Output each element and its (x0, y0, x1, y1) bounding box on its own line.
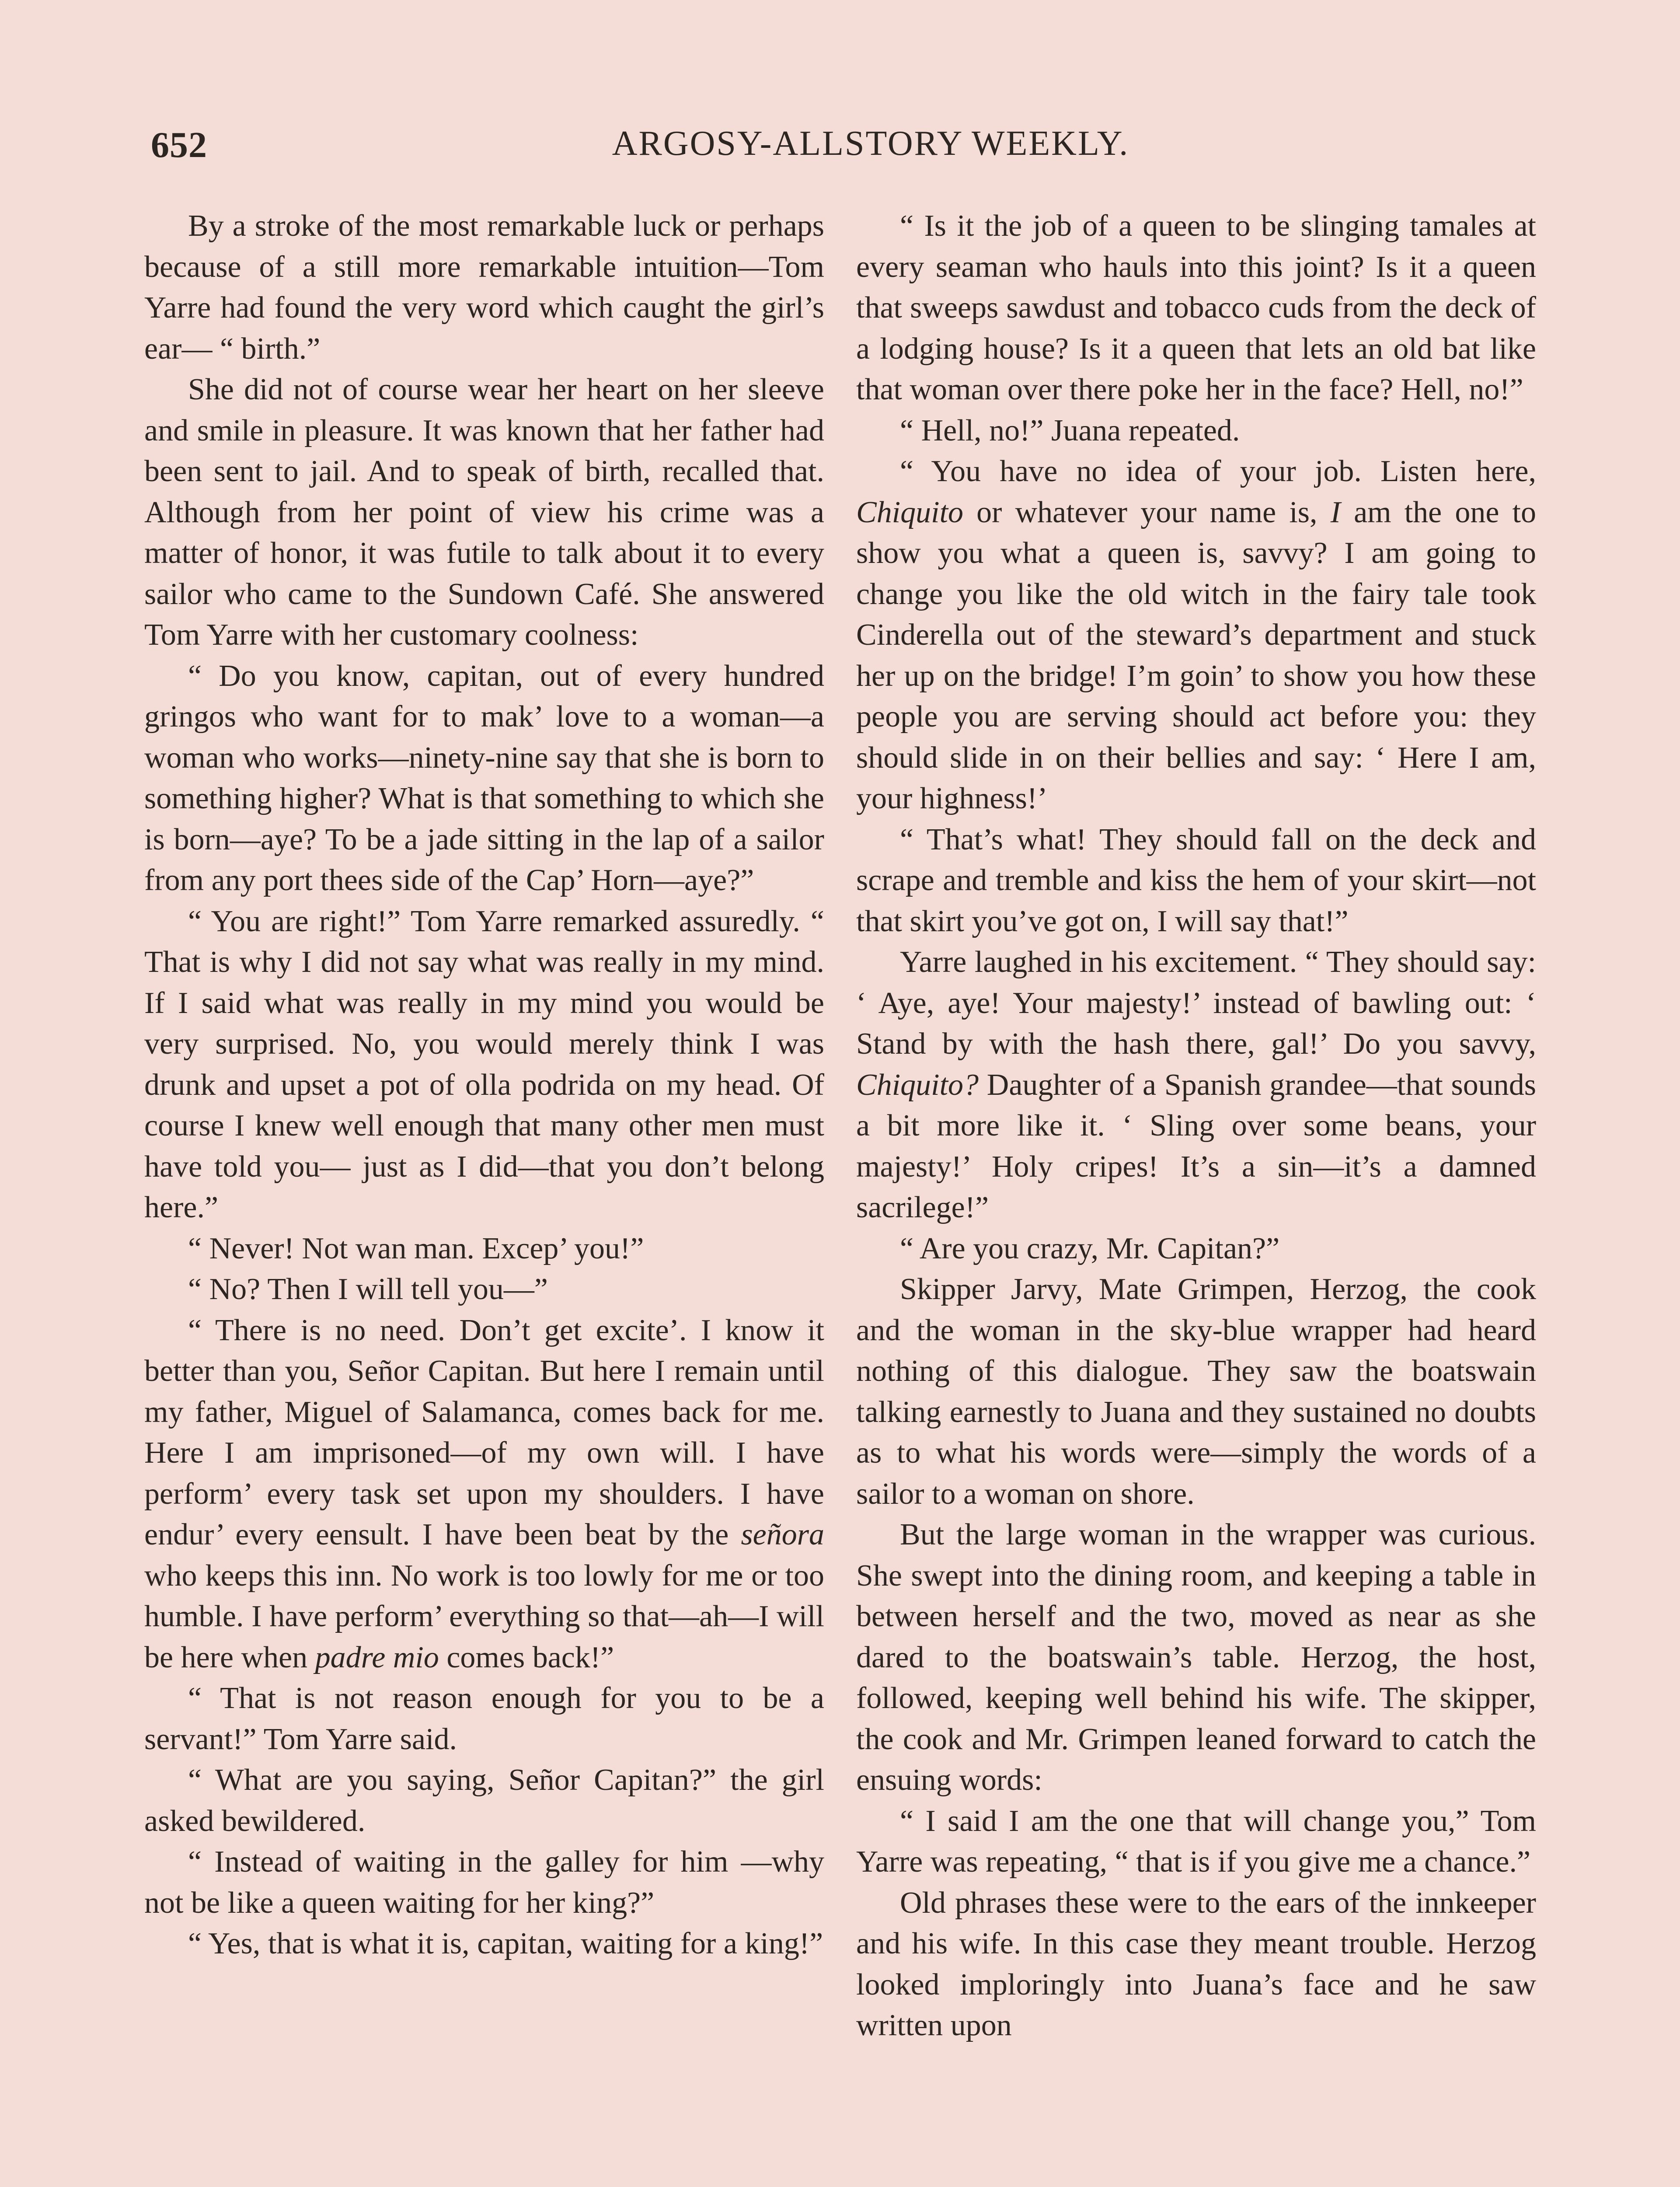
text-run: “ Are you crazy, Mr. Capitan?” (900, 1231, 1280, 1265)
italic-run: Chiquito (856, 495, 964, 529)
paragraph (856, 819, 1536, 942)
running-head: ARGOSY-ALLSTORY WEEKLY. (612, 124, 1129, 163)
text-run: “ Never! Not wan man. Excep’ you!” (188, 1231, 644, 1265)
text-run: “ There is no need. Don’t get excite’. I know it better than you, Señor Capitan. But here I remain until my father, Miguel of Salamanca, comes back for me. Here I am imprisoned—of my own will. I have perform’ every task set upon my shoulders. I have endur’ every eensult. I have been beat by the (144, 1313, 824, 1551)
paragraph (856, 1269, 1536, 1514)
paragraph (144, 1760, 824, 1841)
paragraph (144, 1923, 824, 1964)
paragraph (144, 1310, 824, 1678)
text-run: “ Yes, that is what it is, capitan, waiting for a king!” (188, 1927, 823, 1960)
text-run: Daughter of a Spanish grandee—that sounds a bit more like it. ‘ Sling over some beans, your majesty!’ Holy cripes! It’s a sin—it’s a damned sacrilege!” (856, 1068, 1536, 1224)
paragraph (144, 206, 824, 369)
text-run: or whatever your name is, (963, 495, 1331, 529)
text-run: “ I said I am the one that will change you,” Tom Yarre was repeating, “ that is if you give me a chance.” (856, 1804, 1536, 1879)
paragraph (856, 1514, 1536, 1801)
paragraph (856, 451, 1536, 819)
paragraph (856, 942, 1536, 1228)
text-run: By a stroke of the most remarkable luck or perhaps because of a still more remarkable intuition—Tom Yarre had found the very word which caught the girl’s ear— “ birth.” (144, 209, 824, 366)
text-run: Skipper Jarvy, Mate Grimpen, Herzog, the cook and the woman in the sky-blue wrapper had heard nothing of this dialogue. They saw the boatswain talking earnestly to Juana and they sustained no doubts as to what his words were—simply the words of a sailor to a woman on shore. (856, 1272, 1536, 1511)
paragraph (856, 410, 1536, 451)
text-run: Old phrases these were to the ears of the innkeeper and his wife. In this case they meant trouble. Herzog looked imploringly into Juana’s face and he saw written upon (856, 1886, 1536, 2042)
italic-run: padre mio (315, 1640, 439, 1674)
paragraph (856, 206, 1536, 410)
text-run: “ Hell, no!” Juana repeated. (900, 413, 1240, 447)
paragraph (144, 1841, 824, 1923)
text-run: who keeps this inn. No work is too lowly for me or too humble. I have perform’ everything so that—ah—I will be here when (144, 1558, 824, 1674)
text-run: am the one to show you what a queen is, savvy? I am going to change you like the old witch in the fairy tale took Cinderella out of the steward’s department and stuck her up on the bridge! I’m goin’ to show you how these people you are serving should act before you: they should slide in on their bellies and say: ‘ Here I am, your highness!’ (856, 495, 1536, 815)
text-run: Yarre laughed in his excitement. “ They should say: ‘ Aye, aye! Your majesty!’ instead of bawling out: ‘ Stand by with the hash there, gal!’ Do you savvy, (856, 945, 1536, 1061)
text-run: comes back!” (439, 1640, 614, 1674)
italic-run: I (1330, 495, 1341, 529)
page-number: 652 (151, 125, 207, 165)
text-run: “ Is it the job of a queen to be slinging tamales at every seaman who hauls into this joint? Is it a queen that sweeps sawdust and tobacco cuds from the deck of a lodging house? Is it a queen that lets an old bat like that woman over there poke her in the face? Hell, no!” (856, 209, 1536, 406)
paragraph (144, 656, 824, 901)
text-run: “ That’s what! They should fall on the deck and scrape and tremble and kiss the hem of your skirt—not that skirt you’ve got on, I will say that!” (856, 822, 1536, 938)
text-run: “ Instead of waiting in the galley for him —why not be like a queen waiting for her king?” (144, 1845, 824, 1920)
text-run: “ You have no idea of your job. Listen here, (900, 454, 1536, 488)
right-column (856, 206, 1536, 2046)
paragraph (856, 1801, 1536, 1883)
paragraph (144, 1269, 824, 1310)
italic-run: señora (741, 1518, 824, 1551)
paragraph (144, 1228, 824, 1269)
paragraph (144, 1678, 824, 1760)
text-run: “ No? Then I will tell you—” (188, 1272, 548, 1306)
left-column (144, 206, 824, 1964)
text-run: She did not of course wear her heart on her sleeve and smile in pleasure. It was known that her father had been sent to jail. And to speak of birth, recalled that. Although from her point of view his crime was a matter of honor, it was futile to talk about it to every sailor who came to the Sundown Café. She answered Tom Yarre with her customary coolness: (144, 373, 824, 652)
paragraph (856, 1228, 1536, 1269)
text-run: “ That is not reason enough for you to be a servant!” Tom Yarre said. (144, 1681, 824, 1756)
italic-run: Chiquito? (856, 1068, 979, 1102)
paragraph (856, 1883, 1536, 2046)
paragraph (144, 901, 824, 1228)
text-run: “ You are right!” Tom Yarre remarked assuredly. “ That is why I did not say what was really in my mind. If I said what was really in my mind you would be very surprised. No, you would merely think I was drunk and upset a pot of olla podrida on my head. Of course I knew well enough that many other men must have told you— just as I did—that you don’t belong here.” (144, 904, 824, 1224)
text-run: But the large woman in the wrapper was curious. She swept into the dining room, and keeping a table in between herself and the two, moved as near as she dared to the boatswain’s table. Herzog, the host, followed, keeping well behind his wife. The skipper, the cook and Mr. Grimpen leaned forward to catch the ensuing words: (856, 1518, 1536, 1797)
text-run: “ Do you know, capitan, out of every hundred gringos who want for to mak’ love to a woman—a woman who works—ninety-nine say that she is born to something higher? What is that something to which she is born—aye? To be a jade sitting in the lap of a sailor from any port thees side of the Cap’ Horn—aye?” (144, 659, 824, 897)
text-run: “ What are you saying, Señor Capitan?” the girl asked bewildered. (144, 1763, 824, 1838)
paragraph (144, 369, 824, 656)
